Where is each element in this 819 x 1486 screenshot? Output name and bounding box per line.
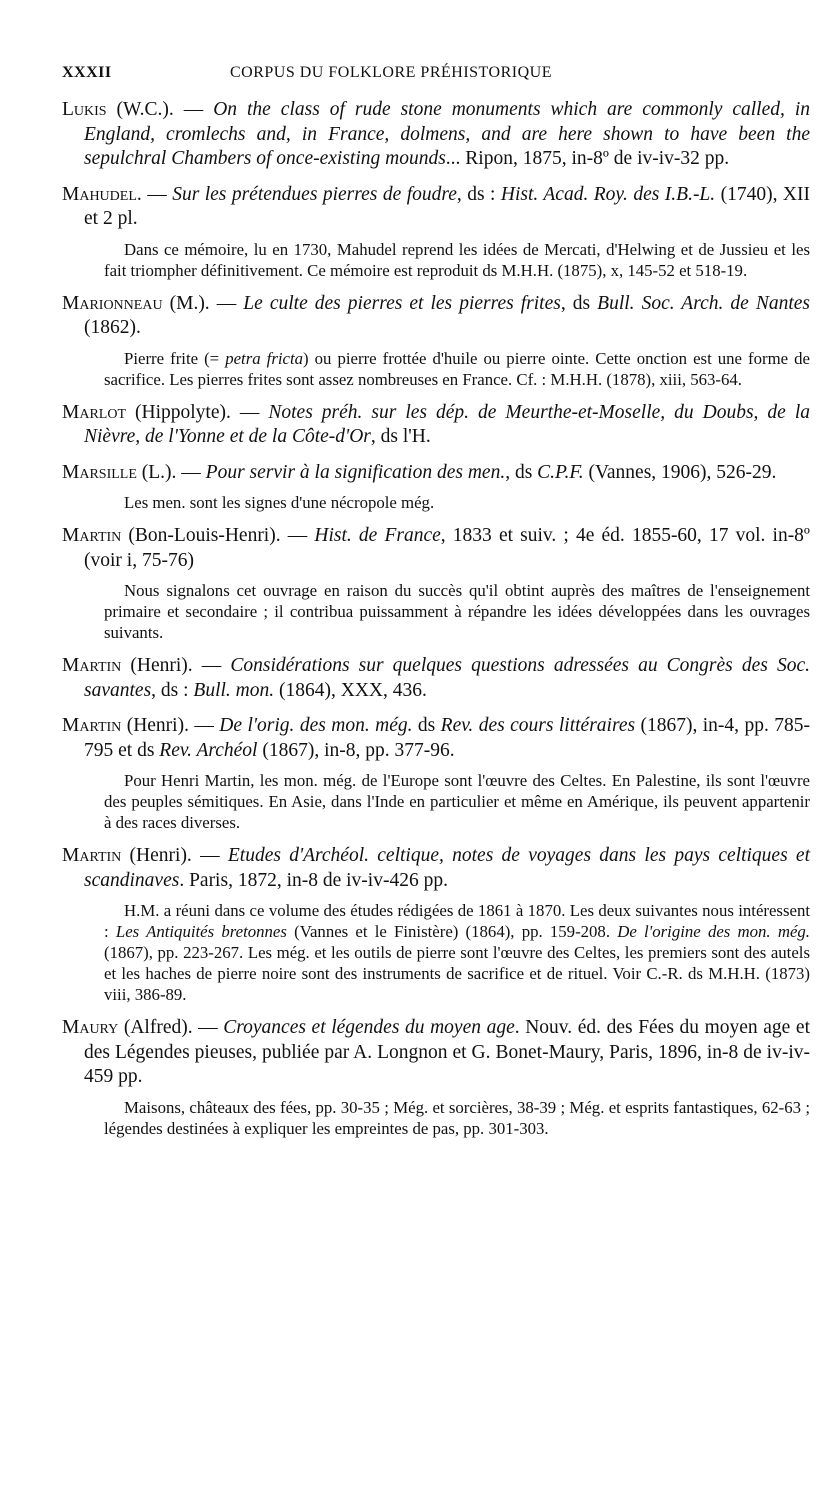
entry-text: (1867), in-8, pp. 377-96. <box>257 739 455 761</box>
entry-title: Le culte des pierres et les pierres frites <box>243 292 561 314</box>
entry-note <box>62 348 810 390</box>
entry-title: On the class of rude stone monuments which are commonly called, in England, cromlechs and, in France, dolmens, and are here shown to have been the sepulchral Chambers of once-existing mounds <box>84 99 811 169</box>
entry-title: Bull. mon. <box>193 679 275 701</box>
entry-author: Mahudel <box>62 183 137 205</box>
entry-reference <box>62 654 810 703</box>
entry-text: , ds <box>505 461 538 483</box>
bibliography-entry <box>62 524 810 643</box>
entry-reference <box>62 844 810 893</box>
entry-author: Martin <box>62 525 122 546</box>
note-text: H.M. a réuni dans ce volume des études rédigées de 1861 à 1870. Les deux suivantes nous intéressent : <box>104 901 810 941</box>
entry-text: ds <box>412 715 441 736</box>
entry-text: (Henri). — <box>121 715 220 736</box>
entry-text: (Henri). — <box>121 845 228 866</box>
entry-text: (L.). — <box>136 461 206 483</box>
entry-title: Rev. des cours littéraires <box>440 715 636 736</box>
page-number: XXXII <box>62 64 112 81</box>
entry-text: (Hippolyte). — <box>126 401 269 423</box>
entry-title: Hist. de France <box>314 525 441 546</box>
entry-text: ... Ripon, 1875, in-8º de iv-iv-32 pp. <box>445 148 730 169</box>
bibliography-entry <box>62 292 810 390</box>
entry-title: Hist. Acad. Roy. des I.B.-L. <box>500 183 716 205</box>
entry-reference <box>62 461 810 486</box>
note-text: Maisons, châteaux des fées, pp. 30-35 ; Még. et sorcières, 38-39 ; Még. et esprits fantastiques, 62-63 ; légendes destinées à expliquer les empreintes de pas, pp. 301-303. <box>104 1097 810 1138</box>
entry-text: , ds : <box>151 679 194 701</box>
note-text: (Vannes et le Finistère) (1864), pp. 159-208. <box>286 922 618 941</box>
entry-reference <box>62 98 810 172</box>
entry-text: , ds l'H. <box>370 426 431 447</box>
entry-text: (1862). <box>84 317 141 338</box>
entry-title: Rev. Archéol <box>159 739 258 761</box>
entry-reference <box>62 401 810 450</box>
entry-note <box>62 770 810 833</box>
entry-author: Maury <box>62 1017 119 1038</box>
entry-note <box>62 239 810 281</box>
entry-text: . Nouv. éd. des Fées du moyen age et des Légendes pieuses, publiée par A. Longnon et G. Bonet-Maury, Paris, 1896, in-8 de iv-iv-459 pp. <box>84 1017 810 1087</box>
entry-text: . Paris, 1872, in-8 de iv-iv-426 pp. <box>179 869 448 891</box>
entry-note <box>62 492 810 513</box>
entry-title: Bull. Soc. Arch. de Nantes <box>597 292 811 314</box>
entry-title: Notes préh. sur les dép. de Meurthe-et-Moselle, du Doubs, de la Nièvre, de l'Yonne et de la Côte-d'Or <box>84 401 811 447</box>
entry-text: (W.C.). — <box>106 99 214 120</box>
entry-text: , 1833 et suiv. ; 4e éd. 1855-60, 17 vol. in-8º (voir i, 75-76) <box>84 525 810 571</box>
bibliography-entry <box>62 654 810 703</box>
note-title: Les Antiquités bretonnes <box>115 922 287 941</box>
entry-text: , ds : <box>456 183 501 205</box>
entry-note <box>62 900 810 1005</box>
entry-text: (Bon-Louis-Henri). — <box>121 525 315 546</box>
entry-title: Considérations sur quelques questions adressées au Congrès des Soc. savantes <box>84 655 810 701</box>
entry-note <box>62 580 810 643</box>
note-text: Pour Henri Martin, les mon. még. de l'Europe sont l'œuvre des Celtes. En Palestine, ils sont l'œuvre des peuples sémitiques. En Asie, dans l'Inde en particulier et même en Amérique, ils peuvent appartenir à des races diverses. <box>104 771 810 832</box>
entry-text: (1867), in-4, pp. 785-795 et ds <box>84 715 811 761</box>
note-title: petra fricta <box>225 348 304 368</box>
entry-reference <box>62 292 810 341</box>
bibliography-entry <box>62 183 810 281</box>
entry-author: Marionneau <box>62 292 163 314</box>
entry-title: Etudes d'Archéol. celtique, notes de voyages dans les pays celtiques et scandinaves <box>84 845 810 891</box>
bibliography-entry <box>62 714 810 833</box>
entry-author: Martin <box>62 845 122 866</box>
entry-text: . — <box>136 183 173 205</box>
entry-text: (M.). — <box>162 292 244 314</box>
entry-title: C.P.F. <box>537 461 584 483</box>
entry-reference <box>62 714 810 763</box>
entry-text: (1740), XII et 2 pl. <box>84 183 810 229</box>
entry-title: De l'orig. des mon. még. <box>219 715 413 736</box>
entry-reference <box>62 524 810 573</box>
bibliography-entry <box>62 844 810 1005</box>
bibliography-entry <box>62 401 810 450</box>
entry-reference <box>62 183 810 232</box>
entry-author: Martin <box>62 715 122 736</box>
note-text: Nous signalons cet ouvrage en raison du succès qu'il obtint auprès des maîtres de l'enseignement primaire et secondaire ; il contribua puissamment à répandre les idées développées dans les ouvrages suivants. <box>104 581 810 642</box>
entry-text: , ds <box>560 292 598 314</box>
note-text: Dans ce mémoire, lu en 1730, Mahudel reprend les idées de Mercati, d'Helwing et de Jussieu et les fait triompher définitivement. Ce mémoire est reproduit ds M.H.H. (1875), x, 145-52 et 518-19. <box>104 239 810 280</box>
entry-author: Martin <box>62 655 122 676</box>
note-text: ) ou pierre frottée d'huile ou pierre ointe. Cette onction est une forme de sacrifice. Les pierres frites sont assez nombreuses en France. Cf. : M.H.H. (1878), xiii, 563-64. <box>104 348 810 389</box>
entry-note <box>62 1097 810 1139</box>
bibliography <box>62 98 810 1190</box>
entry-author: Lukis <box>62 99 107 120</box>
entry-text: (Vannes, 1906), 526-29. <box>583 461 777 483</box>
entry-reference <box>62 1016 810 1090</box>
entry-author: Marsille <box>62 461 137 483</box>
entry-title: Pour servir à la signification des men. <box>205 461 506 483</box>
note-text: Pierre frite (= <box>124 348 226 368</box>
entry-text: (Alfred). — <box>118 1017 224 1038</box>
running-header <box>62 64 762 86</box>
note-text: (1867), pp. 223-267. Les még. et les outils de pierre sont l'œuvre des Celtes, les premiers sont des autels et les haches de pierre noire sont des instruments de sacrifice et de rituel. Voir C.-R. ds M.H.H. (1873) viii, 386-89. <box>104 943 810 1004</box>
entry-title: Sur les prétendues pierres de foudre <box>172 183 457 205</box>
entry-text: (1864), XXX, 436. <box>274 679 427 701</box>
entry-text: (Henri). — <box>121 655 231 676</box>
bibliography-entry <box>62 1016 810 1139</box>
running-title: CORPUS DU FOLKLORE PRÉHISTORIQUE <box>230 64 552 81</box>
note-title: De l'origine des mon. még. <box>617 922 810 941</box>
bibliography-entry <box>62 461 810 514</box>
bibliography-entry <box>62 98 810 172</box>
note-text: Les men. sont les signes d'une nécropole még. <box>124 493 435 512</box>
entry-author: Marlot <box>62 401 127 423</box>
entry-title: Croyances et légendes du moyen age <box>223 1017 515 1038</box>
